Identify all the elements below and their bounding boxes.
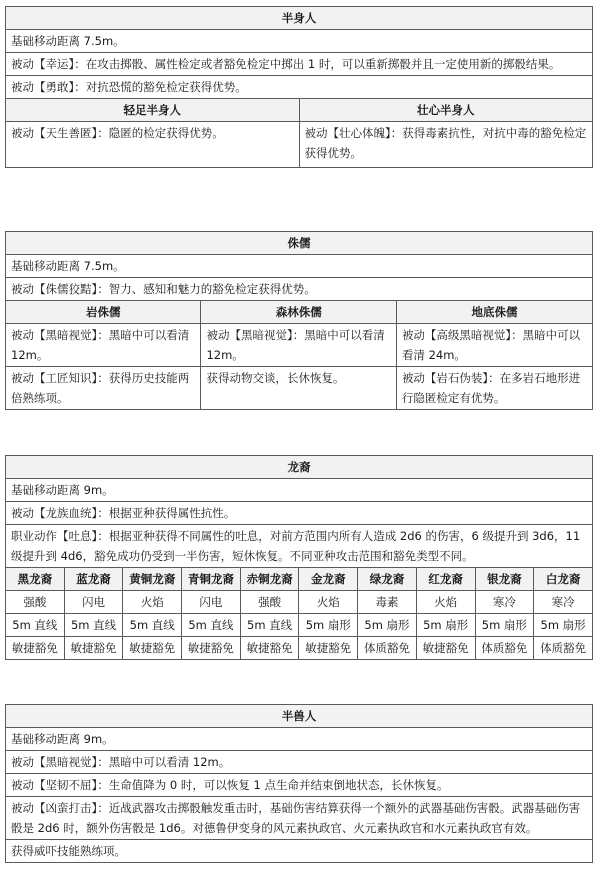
subrace-header: 轻足半身人 xyxy=(6,99,300,122)
subrace-range-cell: 5m 扇形 xyxy=(534,614,593,637)
halfling-table xyxy=(5,6,593,168)
subrace-element-cell: 闪电 xyxy=(64,591,123,614)
halforc-row-relentless: 被动【坚韧不屈】：生命值降为 0 时，可以恢复 1 点生命并结束倒地状态，长休恢复。 xyxy=(6,774,593,797)
subrace-range-cell: 5m 直线 xyxy=(182,614,241,637)
halforc-row-speed: 基础移动距离 9m。 xyxy=(6,728,593,751)
halforc-table xyxy=(5,704,593,863)
subrace-cell: 获得动物交谈，长休恢复。 xyxy=(201,367,396,410)
subrace-element-cell: 闪电 xyxy=(182,591,241,614)
dragonborn-row-breath: 职业动作【吐息】：根据亚种获得不同属性的吐息，对前方范围内所有人造成 2d6 的伤害，6 级提升到 3d6，11 级提升到 4d6，豁免成功仍受到一半伤害，短休恢复。不同亚种攻击范围和豁免类型不同。 xyxy=(6,525,593,568)
subrace-range-cell: 5m 扇形 xyxy=(416,614,475,637)
subrace-range-cell: 5m 直线 xyxy=(64,614,123,637)
subrace-header: 地底侏儒 xyxy=(396,301,592,324)
subrace-name-cell: 金龙裔 xyxy=(299,568,358,591)
subrace-cell: 被动【天生善匿】：隐匿的检定获得优势。 xyxy=(6,122,300,168)
subrace-element-cell: 强酸 xyxy=(240,591,299,614)
subrace-cell: 被动【黑暗视觉】：黑暗中可以看清 12m。 xyxy=(6,324,201,367)
halfling-row-brave: 被动【勇敢】：对抗恐慌的豁免检定获得优势。 xyxy=(6,76,593,99)
subrace-cell: 被动【高级黑暗视觉】：黑暗中可以看清 24m。 xyxy=(396,324,592,367)
dragonborn-row-speed: 基础移动距离 9m。 xyxy=(6,479,593,502)
gnome-row-cunning: 被动【侏儒狡黠】：智力、感知和魅力的豁免检定获得优势。 xyxy=(6,278,593,301)
subrace-name-cell: 赤铜龙裔 xyxy=(240,568,299,591)
halforc-row-darkvision: 被动【黑暗视觉】：黑暗中可以看清 12m。 xyxy=(6,751,593,774)
subrace-range-cell: 5m 扇形 xyxy=(475,614,534,637)
gnome-table xyxy=(5,231,593,410)
gnome-row-speed: 基础移动距离 7.5m。 xyxy=(6,255,593,278)
subrace-save-cell: 敏捷豁免 xyxy=(6,637,65,660)
dragonborn-row-ancestry: 被动【龙族血统】：根据亚种获得属性抗性。 xyxy=(6,502,593,525)
subrace-save-cell: 敏捷豁免 xyxy=(416,637,475,660)
halforc-row-savage: 被动【凶蛮打击】：近战武器攻击掷骰触发重击时，基础伤害结算获得一个额外的武器基础伤害骰。武器基础伤害骰是 2d6 时，额外伤害骰是 1d6。对德鲁伊变身的风元素执政官、火元素执政官和水元素执政官有效。 xyxy=(6,797,593,840)
subrace-element-cell: 强酸 xyxy=(6,591,65,614)
subrace-range-cell: 5m 直线 xyxy=(6,614,65,637)
subrace-save-cell: 体质豁免 xyxy=(475,637,534,660)
subrace-name-cell: 黑龙裔 xyxy=(6,568,65,591)
subrace-save-cell: 敏捷豁免 xyxy=(240,637,299,660)
subrace-range-cell: 5m 扇形 xyxy=(358,614,417,637)
subrace-element-cell: 寒冷 xyxy=(475,591,534,614)
subrace-save-cell: 敏捷豁免 xyxy=(299,637,358,660)
subrace-name-cell: 青铜龙裔 xyxy=(182,568,241,591)
subrace-range-cell: 5m 扇形 xyxy=(299,614,358,637)
halforc-title: 半兽人 xyxy=(6,705,593,728)
halforc-row-intimidate: 获得威吓技能熟练项。 xyxy=(6,840,593,863)
subrace-name-cell: 白龙裔 xyxy=(534,568,593,591)
subrace-save-cell: 敏捷豁免 xyxy=(182,637,241,660)
subrace-element-cell: 寒冷 xyxy=(534,591,593,614)
subrace-element-cell: 毒素 xyxy=(358,591,417,614)
subrace-save-cell: 敏捷豁免 xyxy=(123,637,182,660)
subrace-header: 森林侏儒 xyxy=(201,301,396,324)
subrace-range-cell: 5m 直线 xyxy=(123,614,182,637)
halfling-row-lucky: 被动【幸运】：在攻击掷骰、属性检定或者豁免检定中掷出 1 时，可以重新掷骰并且一定使用新的掷骰结果。 xyxy=(6,53,593,76)
subrace-name-cell: 蓝龙裔 xyxy=(64,568,123,591)
subrace-element-cell: 火焰 xyxy=(299,591,358,614)
gnome-title: 侏儒 xyxy=(6,232,593,255)
subrace-save-cell: 体质豁免 xyxy=(534,637,593,660)
subrace-element-cell: 火焰 xyxy=(416,591,475,614)
subrace-header: 壮心半身人 xyxy=(299,99,593,122)
subrace-header: 岩侏儒 xyxy=(6,301,201,324)
halfling-title: 半身人 xyxy=(6,7,593,30)
subrace-name-cell: 银龙裔 xyxy=(475,568,534,591)
subrace-save-cell: 体质豁免 xyxy=(358,637,417,660)
dragonborn-title: 龙裔 xyxy=(6,456,593,479)
subrace-cell: 被动【岩石伪装】：在多岩石地形进行隐匿检定有优势。 xyxy=(396,367,592,410)
subrace-name-cell: 红龙裔 xyxy=(416,568,475,591)
dragonborn-table xyxy=(5,455,593,660)
subrace-cell: 被动【黑暗视觉】：黑暗中可以看清 12m。 xyxy=(201,324,396,367)
subrace-save-cell: 敏捷豁免 xyxy=(64,637,123,660)
subrace-name-cell: 绿龙裔 xyxy=(358,568,417,591)
subrace-cell: 被动【工匠知识】：获得历史技能两倍熟练项。 xyxy=(6,367,201,410)
subrace-cell: 被动【壮心体魄】：获得毒素抗性，对抗中毒的豁免检定获得优势。 xyxy=(299,122,593,168)
subrace-range-cell: 5m 直线 xyxy=(240,614,299,637)
subrace-element-cell: 火焰 xyxy=(123,591,182,614)
halfling-row-speed: 基础移动距离 7.5m。 xyxy=(6,30,593,53)
subrace-name-cell: 黄铜龙裔 xyxy=(123,568,182,591)
